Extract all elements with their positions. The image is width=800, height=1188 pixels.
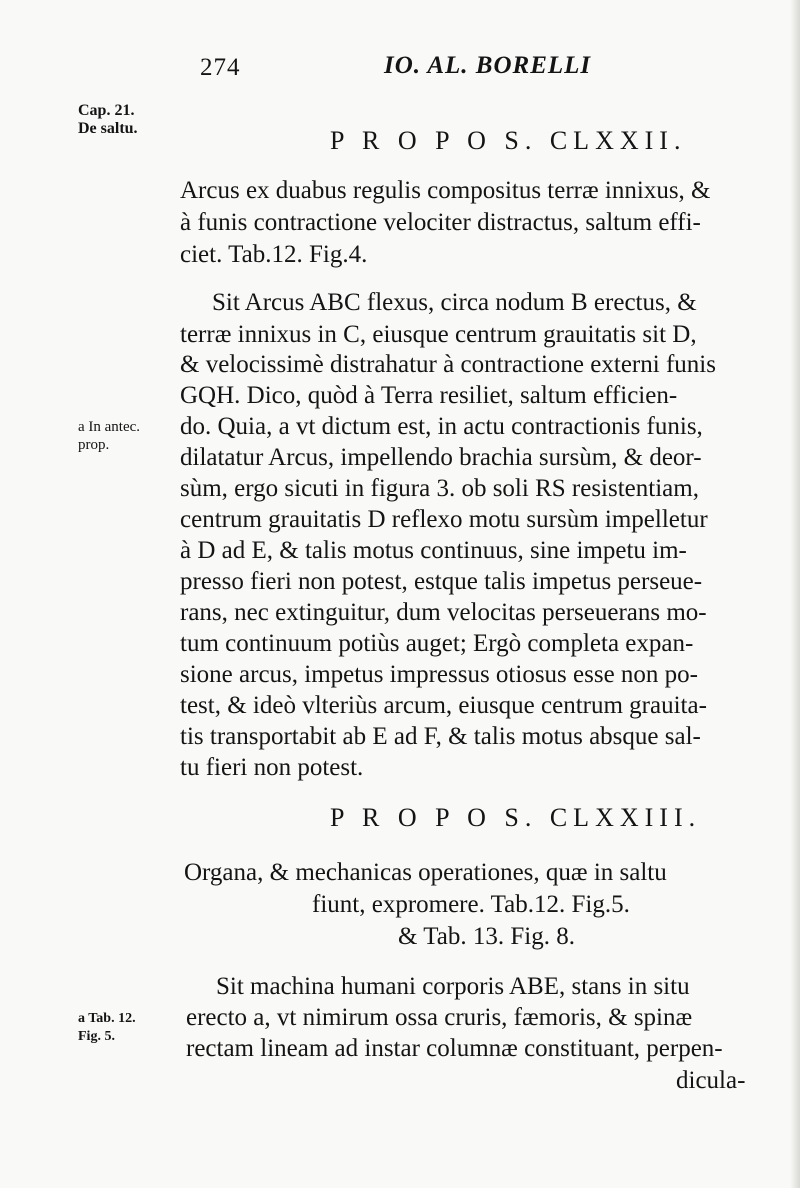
- catchword: dicula-: [676, 1067, 746, 1094]
- body-line: tu fieri non potest.: [180, 754, 364, 781]
- body-line: erecto a, vt nimirum ossa cruris, fæmoris, & spinæ: [186, 1004, 693, 1031]
- enunciation-line: à funis contractione velociter distractus, saltum effi-: [180, 209, 701, 236]
- margin-note-figure-line: Fig. 5.: [78, 1029, 115, 1044]
- body-line: tis transportabit ab E ad F, & talis motus absque sal-: [180, 723, 701, 750]
- body-line: tum continuum potiùs auget; Ergò completa expan-: [180, 630, 694, 657]
- enunciation-line: Arcus ex duabus regulis compositus terræ innixus, &: [180, 177, 711, 204]
- body-line: presso fieri non potest, estque talis impetus perseue-: [180, 568, 703, 595]
- enunciation-line: & Tab. 13. Fig. 8.: [398, 923, 575, 950]
- enunciation-line: Organa, & mechanicas operationes, quæ in saltu: [184, 859, 667, 886]
- margin-note-chapter: [78, 102, 138, 138]
- body-line: centrum grauitatis D reflexo motu sursùm impelletur: [180, 506, 708, 533]
- body-line: terræ innixus in C, eiusque centrum grauitatis sit D,: [180, 321, 697, 348]
- body-line: Sit Arcus ABC flexus, circa nodum B erectus, &: [212, 289, 697, 316]
- body-line: & velocissimè distrahatur à contractione externi funis: [180, 351, 716, 378]
- body-line: do. Quia, a vt dictum est, in actu contractionis funis,: [180, 413, 703, 440]
- running-head-title: IO. AL. BORELLI: [384, 52, 592, 79]
- margin-note-reference-line: a In antec.: [78, 419, 141, 435]
- page-number: 274: [200, 54, 241, 81]
- margin-note-topic: De saltu.: [78, 120, 138, 137]
- body-line: sùm, ergo sicuti in figura 3. ob soli RS resistentiam,: [180, 475, 699, 502]
- proposition-heading: P R O P O S. CLXXII.: [330, 126, 687, 155]
- page-edge-shadow: [790, 0, 800, 1188]
- margin-note-figure-line: a Tab. 12.: [78, 1011, 136, 1026]
- body-line: dilatatur Arcus, impellendo brachia sursùm, & deor-: [180, 444, 702, 471]
- margin-note-reference-line: prop.: [78, 437, 110, 453]
- proposition-heading: P R O P O S. CLXXIII.: [330, 803, 702, 832]
- margin-note-reference: [78, 418, 140, 454]
- enunciation-line: fiunt, expromere. Tab.12. Fig.5.: [312, 891, 630, 918]
- enunciation-line: ciet. Tab.12. Fig.4.: [180, 241, 368, 268]
- body-line: sione arcus, impetus impressus otiosus esse non po-: [180, 661, 699, 688]
- body-line: à D ad E, & talis motus continuus, sine impetu im-: [180, 537, 687, 564]
- margin-note-figure-reference: [78, 1010, 136, 1046]
- body-line: Sit machina humani corporis ABE, stans in situ: [216, 973, 690, 1000]
- body-line: test, & ideò vlteriùs arcum, eiusque centrum grauita-: [180, 692, 707, 719]
- body-line: GQH. Dico, quòd à Terra resiliet, saltum efficien-: [180, 382, 678, 409]
- body-line: rectam lineam ad instar columnæ constituant, perpen-: [186, 1035, 723, 1062]
- body-line: rans, nec extinguitur, dum velocitas perseuerans mo-: [180, 599, 707, 626]
- running-head: [200, 48, 760, 92]
- margin-note-chapter-number: Cap. 21.: [78, 102, 135, 119]
